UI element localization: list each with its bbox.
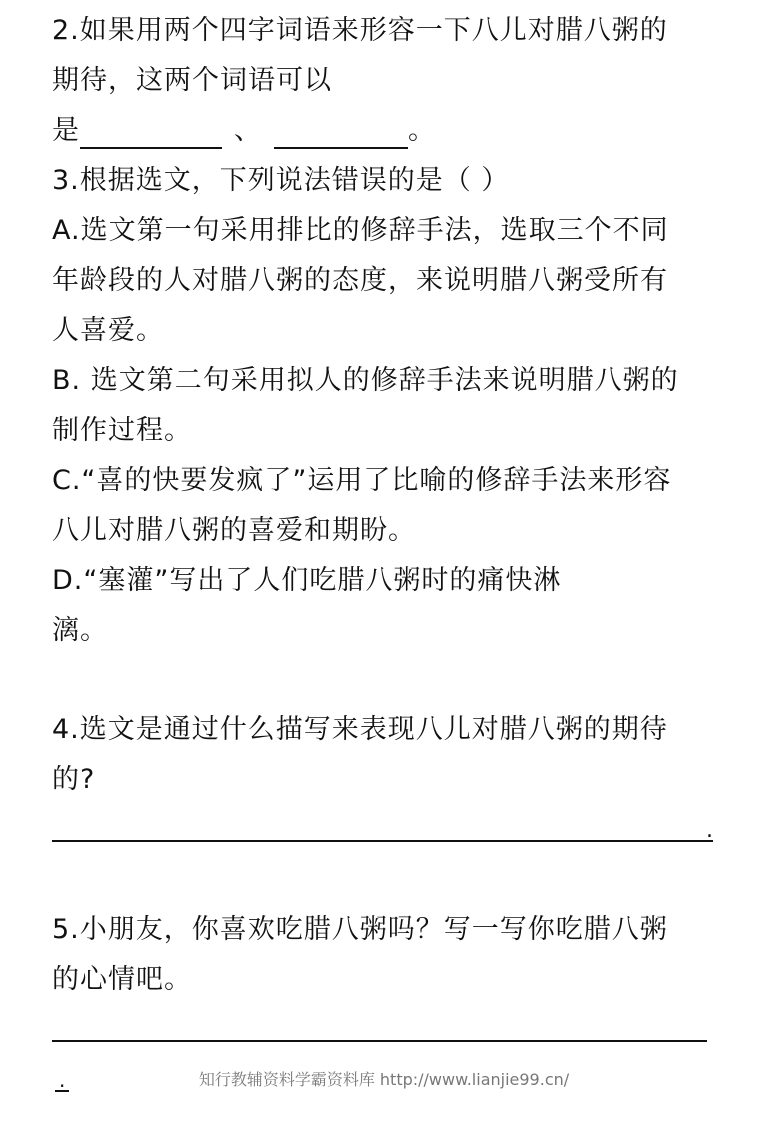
q3-option-b-line-1: B. 选文第二句采用拟人的修辞手法来说明腊八粥的 <box>52 365 679 396</box>
q2-line-2: 期待，这两个词语可以 <box>52 65 332 96</box>
q5-line-1: 5.小朋友，你喜欢吃腊八粥吗？写一写你吃腊八粥 <box>52 914 668 945</box>
q3-option-a-line-2: 年龄段的人对腊八粥的态度，来说明腊八粥受所有 <box>52 265 668 296</box>
q4-line-2: 的? <box>52 764 96 795</box>
q3-option-b-line-2: 制作过程。 <box>52 415 192 446</box>
q5-end-mark: . <box>59 1068 66 1092</box>
q4-end-mark: . <box>706 818 713 843</box>
q2-blank-1[interactable] <box>80 123 222 149</box>
q4-answer-line[interactable] <box>52 840 713 842</box>
q2-separator: 、 <box>234 115 262 146</box>
q4-line-1: 4.选文是通过什么描写来表现八儿对腊八粥的期待 <box>52 714 668 745</box>
q3-option-d-line-1: D.“塞灌”写出了人们吃腊八粥时的痛快淋 <box>52 565 562 596</box>
q3-option-a-line-3: 人喜爱。 <box>52 315 164 346</box>
q3-option-c-line-1: C.“喜的快要发疯了”运用了比喻的修辞手法来形容 <box>52 465 672 496</box>
q2-prefix: 是 <box>52 115 80 146</box>
q3-option-c-line-2: 八儿对腊八粥的喜爱和期盼。 <box>52 515 416 546</box>
q5-line-2: 的心情吧。 <box>52 964 192 995</box>
q3-stem: 3.根据选文，下列说法错误的是（ ） <box>52 165 510 196</box>
q3-option-a-line-1: A.选文第一句采用排比的修辞手法，选取三个不同 <box>52 215 669 246</box>
q5-answer-line[interactable] <box>52 1040 707 1042</box>
q2-blank-2[interactable] <box>274 123 408 149</box>
q2-line-1: 2.如果用两个四字词语来形容一下八儿对腊八粥的 <box>52 15 668 46</box>
q2-line-3 <box>52 113 436 149</box>
footer-watermark: 知行教辅资料学霸资料库 http://www.lianjie99.cn/ <box>198 1070 570 1089</box>
q2-end: 。 <box>408 115 436 146</box>
q3-option-d-line-2: 漓。 <box>52 615 108 646</box>
